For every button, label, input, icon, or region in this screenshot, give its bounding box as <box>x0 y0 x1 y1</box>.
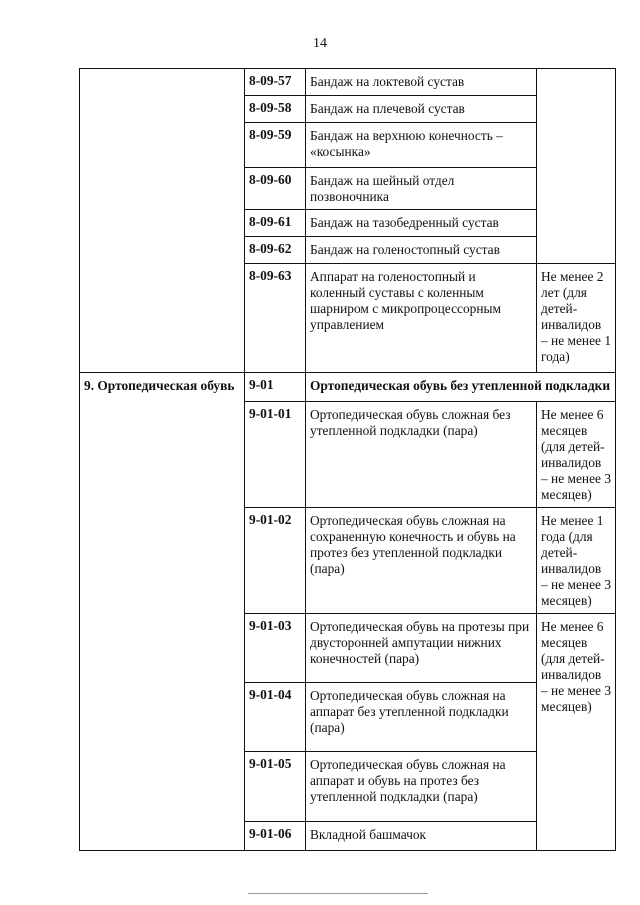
item-name: Ортопедическая обувь сложная без утепленной подкладки (пара) <box>306 402 537 508</box>
item-code: 8-09-63 <box>245 264 306 373</box>
item-code: 8-09-62 <box>245 237 306 264</box>
item-term: Не менее 1 года (для детей-инвалидов – не менее 3 месяцев) <box>537 508 616 614</box>
item-name: Ортопедическая обувь сложная на сохраненную конечность и обувь на протез без утепленной подкладки (пара) <box>306 508 537 614</box>
category-header-row <box>80 373 616 402</box>
table-row <box>80 69 616 96</box>
category-cell-empty <box>80 69 245 373</box>
item-name: Бандаж на голеностопный сустав <box>306 237 537 264</box>
page-number: 14 <box>313 36 327 51</box>
item-term: Не менее 6 месяцев (для детей-инвалидов – не менее 3 месяцев) <box>537 402 616 508</box>
item-name: Бандаж на шейный отдел позвоночника <box>306 168 537 210</box>
item-name: Бандаж на плечевой сустав <box>306 96 537 123</box>
item-name: Бандаж на верхнюю конечность – «косынка» <box>306 123 537 168</box>
item-name: Бандаж на тазобедренный сустав <box>306 210 537 237</box>
item-name: Вкладной башмачок <box>306 822 537 851</box>
item-code: 8-09-57 <box>245 69 306 96</box>
category-label: 9. Ортопедическая обувь <box>80 373 245 851</box>
term-cell-empty <box>537 69 616 264</box>
item-code: 9-01-02 <box>245 508 306 614</box>
page-bottom-rule <box>248 893 428 894</box>
item-term: Не менее 6 месяцев (для детей-инвалидов – не менее 3 месяцев) <box>537 614 616 851</box>
item-code: 8-09-61 <box>245 210 306 237</box>
assistive-devices-table <box>79 68 616 851</box>
item-code: 8-09-60 <box>245 168 306 210</box>
item-code: 9-01-03 <box>245 614 306 683</box>
item-term: Не менее 2 лет (для детей-инвалидов – не менее 1 года) <box>537 264 616 373</box>
group-name: Ортопедическая обувь без утепленной подкладки <box>306 373 616 402</box>
group-code: 9-01 <box>245 373 306 402</box>
item-code: 9-01-05 <box>245 752 306 822</box>
item-code: 9-01-01 <box>245 402 306 508</box>
item-code: 9-01-04 <box>245 683 306 752</box>
item-name: Бандаж на локтевой сустав <box>306 69 537 96</box>
item-name: Ортопедическая обувь на протезы при двусторонней ампутации нижних конечностей (пара) <box>306 614 537 683</box>
item-code: 8-09-59 <box>245 123 306 168</box>
item-code: 9-01-06 <box>245 822 306 851</box>
item-code: 8-09-58 <box>245 96 306 123</box>
item-name: Ортопедическая обувь сложная на аппарат и обувь на протез без утепленной подкладки (пара) <box>306 752 537 822</box>
item-name: Аппарат на голеностопный и коленный суставы с коленным шарниром с микропроцессорным управлением <box>306 264 537 373</box>
item-name: Ортопедическая обувь сложная на аппарат без утепленной подкладки (пара) <box>306 683 537 752</box>
